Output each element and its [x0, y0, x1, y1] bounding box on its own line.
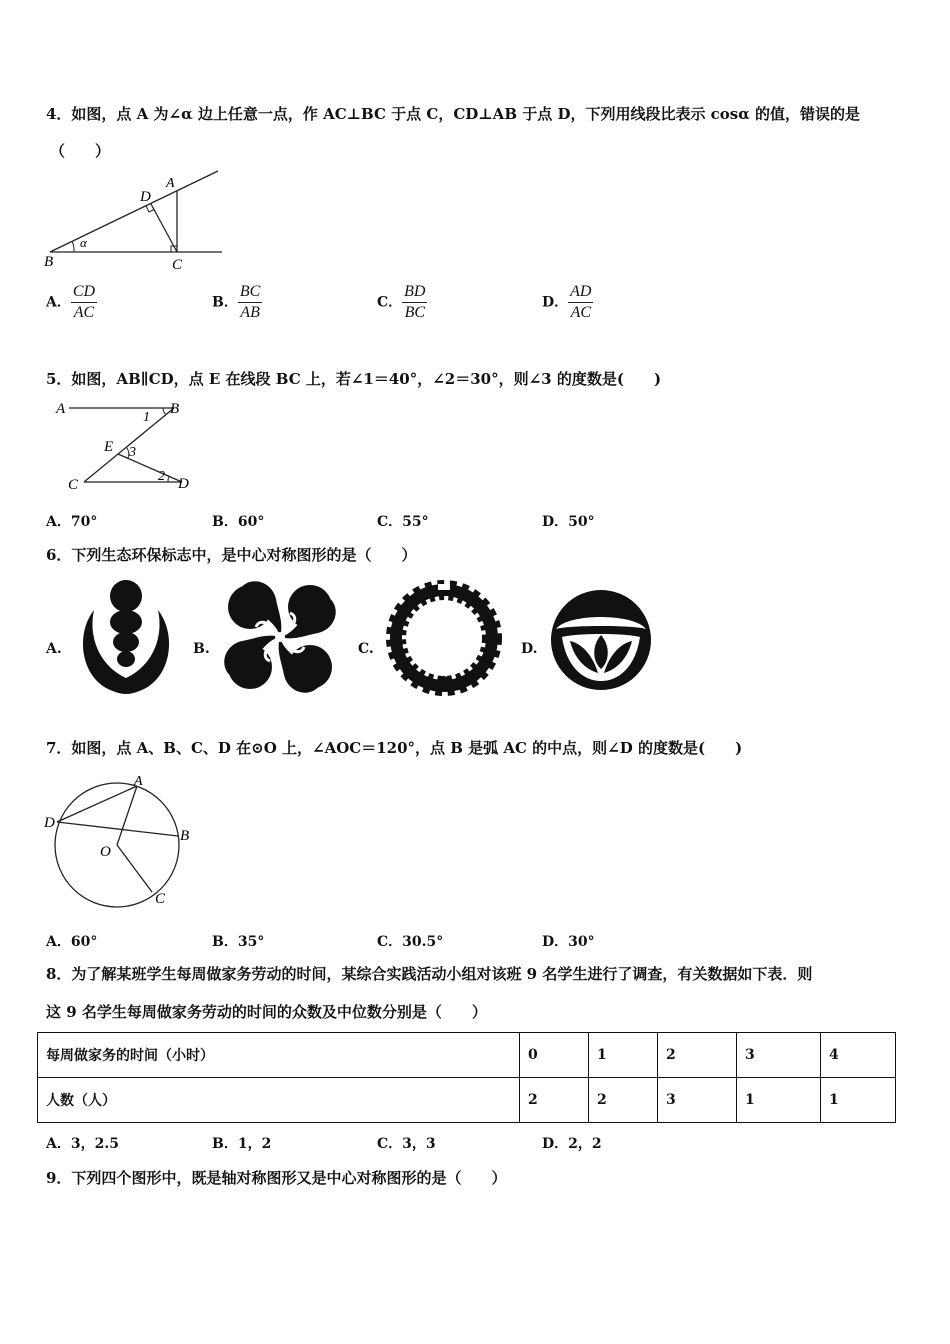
q4-option-c-letter: C．: [377, 294, 403, 311]
q5-label-A: A: [56, 401, 66, 417]
q5-option-b[interactable]: B．60°: [212, 514, 265, 530]
table-cell: 1: [821, 1078, 896, 1123]
q8-option-d[interactable]: D．2，2: [542, 1136, 602, 1152]
q4-option-d[interactable]: [542, 282, 593, 323]
q8-option-c[interactable]: C．3，3: [377, 1136, 436, 1152]
q8-option-b[interactable]: B．1，2: [212, 1136, 272, 1152]
q7-figure: [40, 770, 200, 910]
q5-figure: [50, 395, 210, 495]
table-row: [38, 1033, 896, 1078]
q7-option-b[interactable]: B．35°: [212, 934, 265, 950]
table-cell: 3: [658, 1078, 737, 1123]
q9-stem: 9．下列四个图形中，既是轴对称图形又是中心对称图形的是（ ）: [46, 1169, 507, 1187]
q8-data-table: [37, 1032, 896, 1123]
q4-answer-paren: （ ）: [50, 142, 111, 160]
q6-logo-d-icon[interactable]: [548, 585, 654, 695]
q4-figure: [40, 165, 230, 275]
q7-option-a[interactable]: A．60°: [46, 934, 98, 950]
q5-label-3: 3: [129, 445, 136, 460]
q4-label-A: A: [166, 176, 175, 191]
q6-logo-c-icon[interactable]: [384, 578, 504, 698]
q6-logo-b-icon[interactable]: [218, 575, 342, 699]
q6-logo-a-icon[interactable]: [72, 578, 182, 698]
q7-stem: 7．如图，点 A、B、C、D 在⊙O 上，∠AOC＝120°，点 B 是弧 AC 的中点，则∠D 的度数是( ): [46, 739, 743, 757]
q7-label-A: A: [134, 774, 143, 789]
table-row: [38, 1078, 896, 1123]
q4-label-alpha: α: [80, 235, 87, 250]
q4-option-d-letter: D．: [542, 294, 569, 311]
table-cell: 0: [520, 1033, 589, 1078]
q7-option-d[interactable]: D．30°: [542, 934, 595, 950]
table-cell: 1: [589, 1033, 658, 1078]
q4-option-d-fraction: $\frac{AD}{AC}$: [570, 283, 592, 321]
q6-stem: 6．下列生态环保标志中，是中心对称图形的是（ ）: [46, 546, 417, 564]
q5-label-1: 1: [143, 410, 150, 425]
q5-option-c[interactable]: C．55°: [377, 514, 429, 530]
q7-label-D: D: [44, 815, 55, 831]
table-cell: 4: [821, 1033, 896, 1078]
q4-label-C: C: [172, 257, 183, 273]
q7-option-c[interactable]: C．30.5°: [377, 934, 444, 950]
q5-stem: 5．如图，AB∥CD，点 E 在线段 BC 上，若∠1＝40°，∠2＝30°，则∠3 的度数是( ): [46, 370, 662, 388]
q6-option-a-label[interactable]: A.: [46, 641, 62, 657]
table-cell: 2: [658, 1033, 737, 1078]
table-cell: 3: [737, 1033, 821, 1078]
q4-option-a-fraction: $\frac{CD}{AC}$: [72, 283, 96, 321]
q4-option-b-fraction: $\frac{BC}{AB}$: [239, 283, 261, 321]
q4-option-c[interactable]: [377, 282, 427, 323]
q8-stem-line2: 这 9 名学生每周做家务劳动的时间的众数及中位数分别是（ ）: [46, 1003, 487, 1021]
q5-option-d[interactable]: D．50°: [542, 514, 595, 530]
q5-label-C: C: [68, 477, 79, 493]
q4-option-c-fraction: $\frac{BD}{BC}$: [404, 283, 426, 321]
q8-stem-line1: 8．为了解某班学生每周做家务劳动的时间，某综合实践活动小组对该班 9 名学生进行了调查，有关数据如下表．则: [46, 965, 813, 983]
q4-label-B: B: [44, 254, 54, 270]
table-cell: 1: [737, 1078, 821, 1123]
q7-label-O: O: [100, 844, 111, 860]
q4-stem: 4．如图，点 A 为∠α 边上任意一点，作 AC⊥BC 于点 C，CD⊥AB 于点 D，下列用线段比表示 cosα 的值，错误的是: [46, 105, 861, 123]
table-cell: 每周做家务的时间（小时）: [38, 1033, 520, 1078]
q4-option-a[interactable]: [46, 282, 97, 323]
q5-label-B: B: [170, 401, 180, 417]
q5-label-2: 2: [158, 469, 165, 484]
q5-option-a[interactable]: A．70°: [46, 514, 98, 530]
q4-option-b[interactable]: [212, 282, 262, 323]
q7-label-B: B: [180, 828, 190, 844]
table-cell: 2: [520, 1078, 589, 1123]
q4-label-D: D: [140, 189, 151, 205]
q5-label-D: D: [178, 476, 189, 492]
table-cell: 人数（人）: [38, 1078, 520, 1123]
q7-label-C: C: [155, 891, 166, 907]
q6-option-c-label[interactable]: C.: [358, 641, 374, 657]
table-cell: 2: [589, 1078, 658, 1123]
q8-option-a[interactable]: A．3，2.5: [46, 1136, 119, 1152]
q5-label-E: E: [104, 439, 114, 455]
q4-option-a-letter: A．: [46, 294, 71, 311]
q4-option-b-letter: B．: [212, 294, 238, 311]
q6-option-b-label[interactable]: B.: [193, 641, 210, 657]
q6-option-d-label[interactable]: D.: [521, 641, 538, 657]
